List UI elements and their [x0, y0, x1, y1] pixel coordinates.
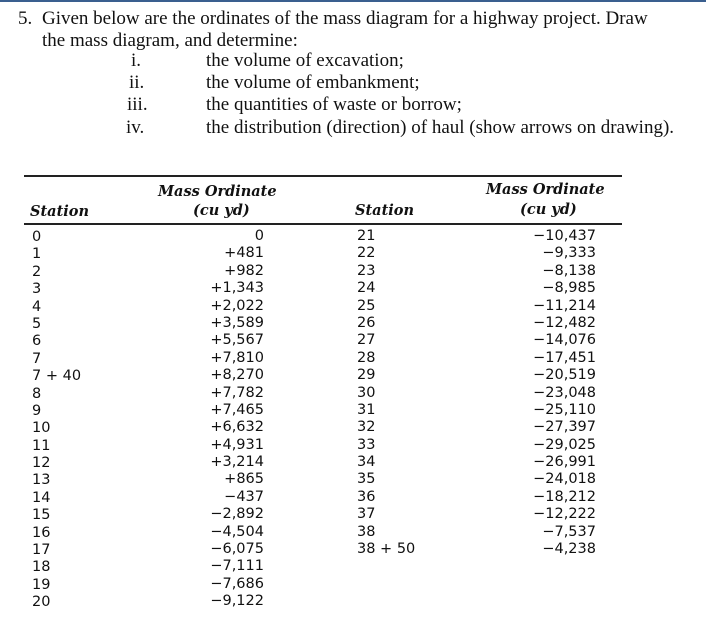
- ordinate-cell: −8,138: [542, 262, 596, 279]
- station-cell: 25: [357, 297, 376, 314]
- station-cell: 7: [32, 350, 42, 367]
- ordinate-cell: −11,214: [533, 297, 596, 314]
- station-cell: 16: [32, 524, 51, 541]
- ordinate-cell: −7,111: [210, 558, 264, 575]
- ordinate-cell: −29,025: [533, 436, 596, 453]
- table-top-rule: [24, 175, 622, 177]
- ordinate-cell: −12,482: [533, 314, 596, 331]
- station-cell: 14: [32, 489, 51, 506]
- ordinate-cell: +1,343: [210, 280, 264, 297]
- ordinate-cell: −7,686: [210, 575, 264, 592]
- ordinate-cell: +982: [224, 262, 264, 279]
- ordinate-cell: 0: [254, 228, 264, 244]
- station-cell: 29: [357, 367, 376, 384]
- item-text-4: the distribution (direction) of haul (show arrows on drawing).: [206, 117, 675, 138]
- ordinate-cell: −9,333: [542, 245, 596, 262]
- station-cell: 22: [357, 245, 376, 262]
- ordinate-cell: −9,122: [210, 593, 264, 610]
- ordinate-cell: +8,270: [210, 367, 264, 384]
- station-cell: 21: [357, 228, 376, 244]
- station-cell: 36: [357, 488, 376, 505]
- item-text-2: the volume of embankment;: [206, 72, 420, 93]
- station-cell: 23: [357, 262, 376, 279]
- ordinate-cell: −10,437: [533, 228, 596, 244]
- station-cell: 38 + 50: [357, 541, 416, 558]
- station-cell: 28: [357, 349, 376, 366]
- station-cell: 38: [357, 523, 376, 540]
- ordinate-cell: −12,222: [533, 506, 596, 523]
- ordinate-cell: +2,022: [210, 297, 264, 314]
- station-cell: 1: [32, 246, 42, 263]
- left-station-column: [32, 229, 81, 612]
- station-cell: 4: [32, 298, 42, 315]
- station-cell: 2: [32, 263, 42, 280]
- ordinate-cell: +6,632: [210, 419, 264, 436]
- station-cell: 34: [357, 454, 376, 471]
- header-mass-ordinate-right: Mass Ordinate: [486, 181, 605, 198]
- ordinate-cell: −7,537: [542, 523, 596, 540]
- ordinate-cell: −8,985: [542, 280, 596, 297]
- header-station-right: Station: [355, 202, 414, 219]
- header-mass-ordinate-left: Mass Ordinate: [158, 183, 277, 200]
- ordinate-cell: +7,782: [210, 384, 264, 401]
- station-cell: 26: [357, 314, 376, 331]
- ordinate-cell: −6,075: [210, 541, 264, 558]
- ordinate-cell: −18,212: [533, 488, 596, 505]
- station-cell: 24: [357, 280, 376, 297]
- station-cell: 13: [32, 472, 51, 489]
- station-cell: 15: [32, 507, 51, 524]
- right-ordinate-column: [500, 228, 596, 558]
- ordinate-cell: −25,110: [533, 401, 596, 418]
- station-cell: 3: [32, 281, 42, 298]
- ordinate-cell: −20,519: [533, 367, 596, 384]
- station-cell: 5: [32, 315, 42, 332]
- station-cell: 6: [32, 333, 42, 350]
- right-station-column: [357, 228, 415, 558]
- header-unit-left: (cu yd): [193, 202, 250, 219]
- station-cell: 27: [357, 332, 376, 349]
- ordinate-cell: −4,238: [542, 541, 596, 558]
- ordinate-cell: −2,892: [210, 506, 264, 523]
- item-text-3: the quantities of waste or borrow;: [206, 94, 462, 115]
- station-cell: 33: [357, 436, 376, 453]
- left-ordinate-column: [180, 228, 264, 611]
- station-cell: 10: [32, 420, 51, 437]
- ordinate-cell: −4,504: [210, 523, 264, 540]
- station-cell: 9: [32, 402, 42, 419]
- header-station-left: Station: [30, 203, 89, 220]
- station-cell: 0: [32, 229, 42, 245]
- ordinate-cell: +5,567: [210, 332, 264, 349]
- station-cell: 35: [357, 471, 376, 488]
- table-header-rule: [24, 223, 622, 225]
- ordinate-cell: −14,076: [533, 332, 596, 349]
- ordinate-cell: −27,397: [533, 419, 596, 436]
- station-cell: 37: [357, 506, 376, 523]
- ordinate-cell: −23,048: [533, 384, 596, 401]
- station-cell: 20: [32, 594, 51, 611]
- question-number: 5.: [18, 8, 33, 29]
- ordinate-cell: +7,810: [210, 349, 264, 366]
- item-text-1: the volume of excavation;: [206, 50, 404, 71]
- station-cell: 12: [32, 455, 51, 472]
- station-cell: 17: [32, 542, 51, 559]
- item-roman-3: iii.: [127, 94, 148, 115]
- station-cell: 30: [357, 384, 376, 401]
- station-cell: 11: [32, 437, 51, 454]
- question-text-line-1: Given below are the ordinates of the mass diagram for a highway project. Draw: [42, 8, 648, 29]
- station-cell: 18: [32, 559, 51, 576]
- ordinate-cell: −26,991: [533, 454, 596, 471]
- item-roman-1: i.: [131, 50, 142, 71]
- ordinate-cell: +7,465: [210, 401, 264, 418]
- ordinate-cell: −17,451: [533, 349, 596, 366]
- ordinate-cell: +4,931: [210, 436, 264, 453]
- station-cell: 31: [357, 401, 376, 418]
- station-cell: 19: [32, 576, 51, 593]
- item-roman-4: iv.: [126, 117, 145, 138]
- question-text-line-2: the mass diagram, and determine:: [42, 30, 298, 51]
- item-roman-2: ii.: [129, 72, 145, 93]
- ordinate-cell: +3,214: [210, 454, 264, 471]
- station-cell: 32: [357, 419, 376, 436]
- ordinate-cell: +865: [224, 471, 264, 488]
- ordinate-cell: −437: [224, 488, 264, 505]
- ordinate-cell: +3,589: [210, 314, 264, 331]
- ordinate-cell: −24,018: [533, 471, 596, 488]
- station-cell: 7 + 40: [32, 368, 82, 385]
- header-unit-right: (cu yd): [520, 201, 577, 218]
- station-cell: 8: [32, 385, 42, 402]
- ordinate-cell: +481: [224, 245, 264, 262]
